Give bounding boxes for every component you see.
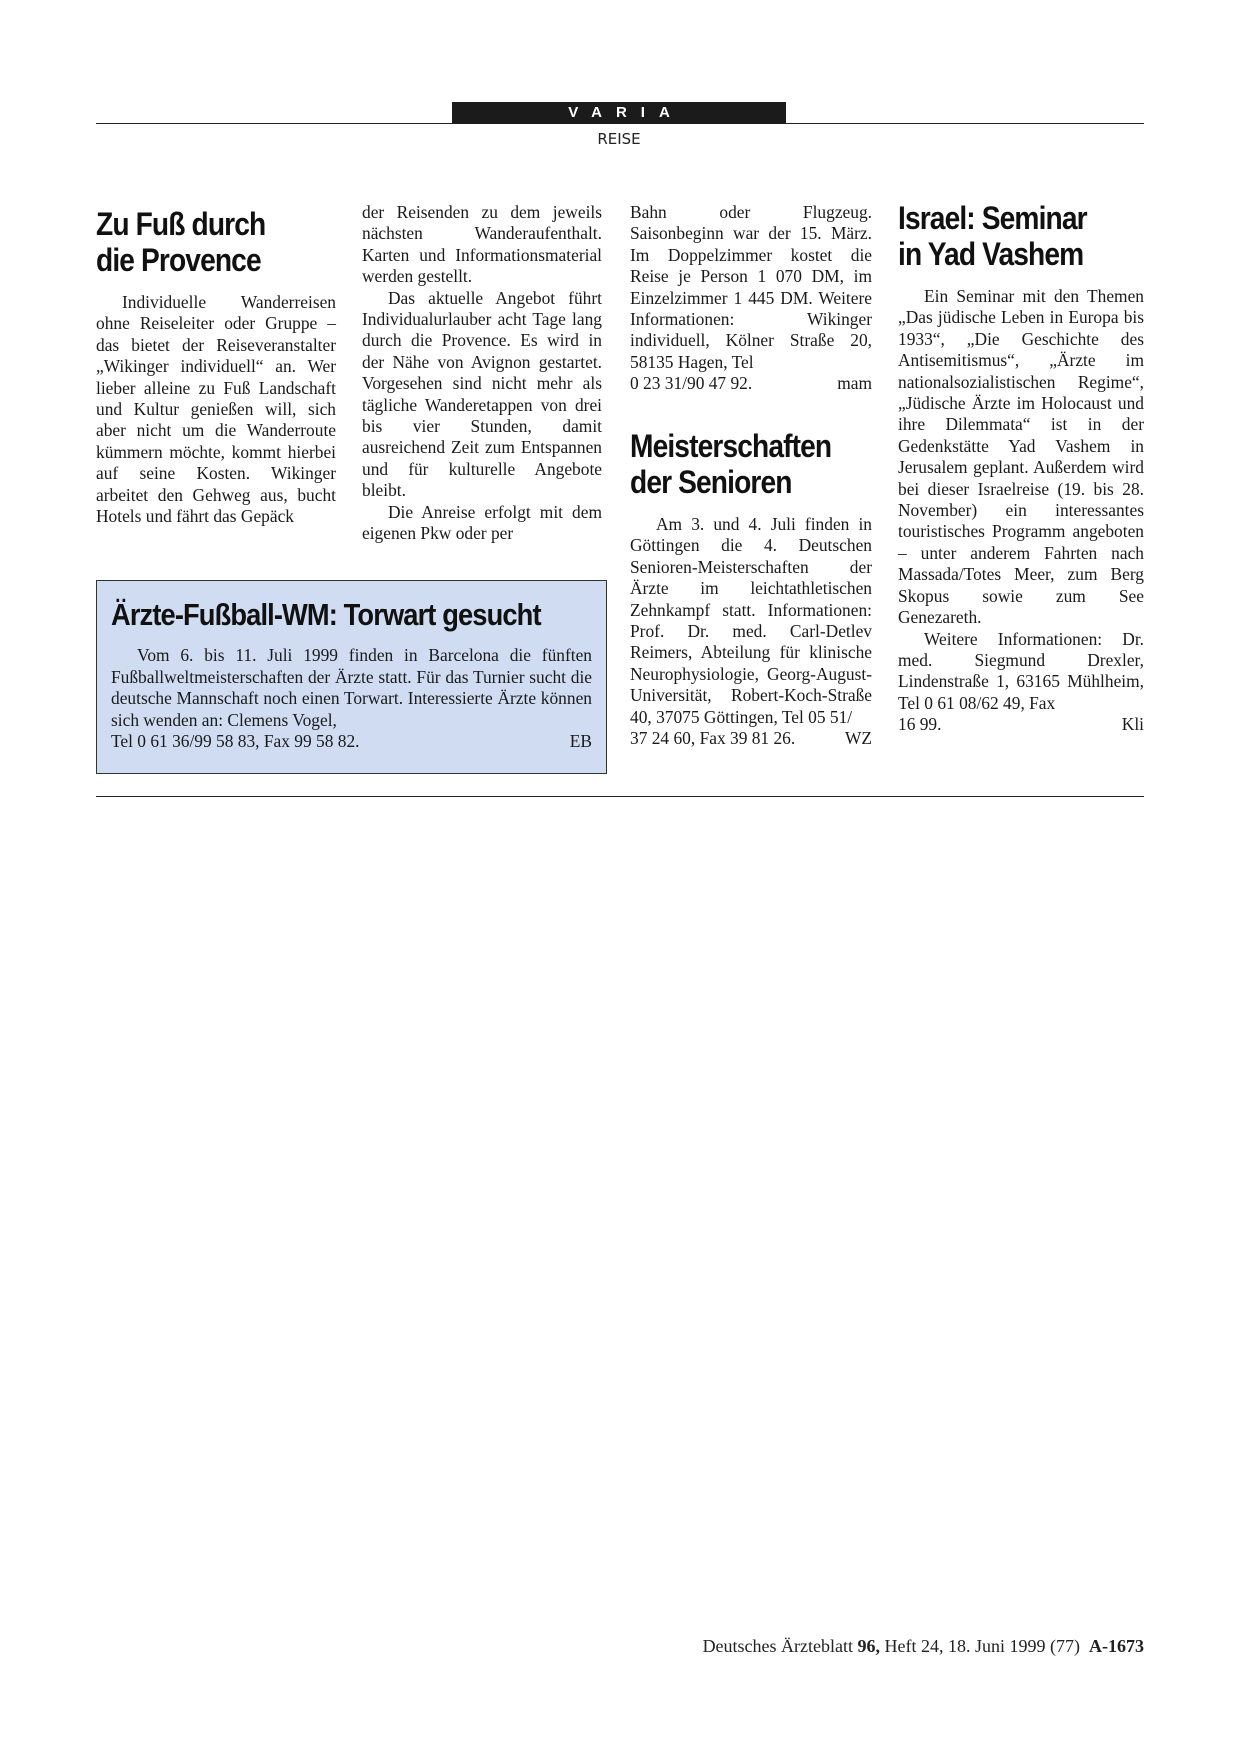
page-footer — [703, 1636, 1144, 1657]
israel-contact-line: 16 99. — [898, 714, 942, 735]
senioren-title-line2: der Senioren — [630, 464, 792, 500]
israel-last-line — [898, 714, 1144, 735]
senioren-title-line1: Meisterschaften — [630, 428, 832, 464]
provence-column-1 — [96, 206, 336, 527]
israel-title — [898, 200, 1114, 272]
footer-volume: 96, — [857, 1636, 881, 1656]
provence-last-line — [630, 373, 872, 394]
senioren-signature: WZ — [844, 728, 872, 749]
provence-paragraph: Das aktuelle Angebot führt Individualurlauber acht Tage lang durch die Provence. Es wird in der Nähe von Avignon gestartet. Vorgesehen sind nicht mehr als tägliche Wanderetappen von drei bis vier Stunden, damit ausreichend Zeit zum Entspannen und für kulturelle Angebote bleibt. — [362, 287, 602, 501]
provence-paragraph: Bahn oder Flugzeug. Saisonbeginn war der 15. März. Im Doppelzimmer kostet die Reise je Person 1 070 DM, im Einzelzimmer 1 445 DM. Weitere Informationen: Wikinger individuell, Kölner Straße 20, 58135 Hagen, Tel — [630, 202, 872, 372]
israel-title-line2: in Yad Vashem — [898, 236, 1084, 272]
provence-title-line1: Zu Fuß durch — [96, 206, 266, 242]
israel-paragraph: Ein Seminar mit den Themen „Das jüdische Leben in Europa bis 1933“, „Die Geschichte des Antisemitismus“, „Ärzte im nationalsozialistischen Regime“, „Jüdische Ärzte im Holocaust und ihre Dilemmata“ ist in der Gedenkstätte Yad Vashem in Jerusalem geplant. Außerdem wird bei dieser Israelreise (19. bis 28. November) ein interessantes touristisches Programm angeboten – unter anderem Fahrten nach Massada/Totes Meer, zum Berg Skopus sowie zum See Genezareth. — [898, 286, 1144, 628]
senioren-contact-line: 37 24 60, Fax 39 81 26. — [630, 728, 796, 749]
football-last-line — [111, 731, 592, 753]
provence-paragraph: Die Anreise erfolgt mit dem eigenen Pkw oder per — [362, 501, 602, 544]
senioren-article — [630, 428, 872, 749]
provence-column-2 — [362, 202, 602, 545]
football-text — [111, 645, 592, 753]
section-bar: VARIA — [452, 102, 786, 124]
football-title: Ärzte-Fußball-WM: Torwart gesucht — [111, 597, 541, 632]
football-contact-line: Tel 0 61 36/99 58 83, Fax 99 58 82. — [111, 731, 360, 752]
israel-title-line1: Israel: Seminar — [898, 200, 1087, 236]
senioren-paragraph: Am 3. und 4. Juli finden in Göttingen die 4. Deutschen Senioren-Meisterschaften der Ärzte im leichtathletischen Zehnkampf statt. Informationen: Prof. Dr. med. Carl-Detlev Reimers, Abteilung für klinische Neurophysiologie, Georg-August-Universität, Robert-Koch-Straße 40, 37075 Göttingen, Tel 05 51/ — [630, 514, 872, 727]
provence-title — [96, 206, 307, 278]
section-label: REISE — [597, 130, 641, 148]
provence-paragraph: Individuelle Wanderreisen ohne Reiseleiter oder Gruppe – das bietet der Reiseveranstalter „Wikinger individuell“ an. Wer lieber alleine zu Fuß Landschaft und Kultur genießen will, sich aber nicht um die Wanderroute kümmern möchte, kommt hierbei auf seine Kosten. Wikinger arbeitet den Gehweg aus, bucht Hotels und fährt das Gepäck — [96, 292, 336, 527]
senioren-last-line — [630, 728, 872, 749]
content-bottom-rule — [96, 796, 1144, 797]
football-paragraph: Vom 6. bis 11. Juli 1999 finden in Barcelona die fünften Fußballweltmeisterschaften der Ärzte statt. Für das Turnier sucht die deutsche Mannschaft noch einen Torwart. Interessierte Ärzte können sich wenden an: Clemens Vogel, — [111, 645, 592, 730]
provence-paragraph: der Reisenden zu dem jeweils nächsten Wanderaufenthalt. Karten und Informationsmaterial werden gestellt. — [362, 202, 602, 287]
provence-column-3 — [630, 202, 872, 395]
provence-contact-line: 0 23 31/90 47 92. — [630, 373, 753, 394]
israel-article — [898, 200, 1144, 736]
football-box — [96, 580, 607, 774]
footer-journal: Deutsches Ärzteblatt — [702, 1636, 854, 1656]
footer-issue: Heft 24, 18. Juni 1999 (77) — [884, 1636, 1080, 1656]
israel-signature: Kli — [1121, 714, 1144, 735]
israel-paragraph: Weitere Informationen: Dr. med. Siegmund Drexler, Lindenstraße 1, 63165 Mühlheim, Tel 0 61 08/62 49, Fax — [898, 628, 1144, 713]
football-signature: EB — [569, 731, 592, 752]
provence-title-line2: die Provence — [96, 242, 261, 278]
senioren-title — [630, 428, 843, 500]
footer-page-number: A-1673 — [1089, 1636, 1144, 1656]
provence-signature: mam — [837, 373, 872, 394]
